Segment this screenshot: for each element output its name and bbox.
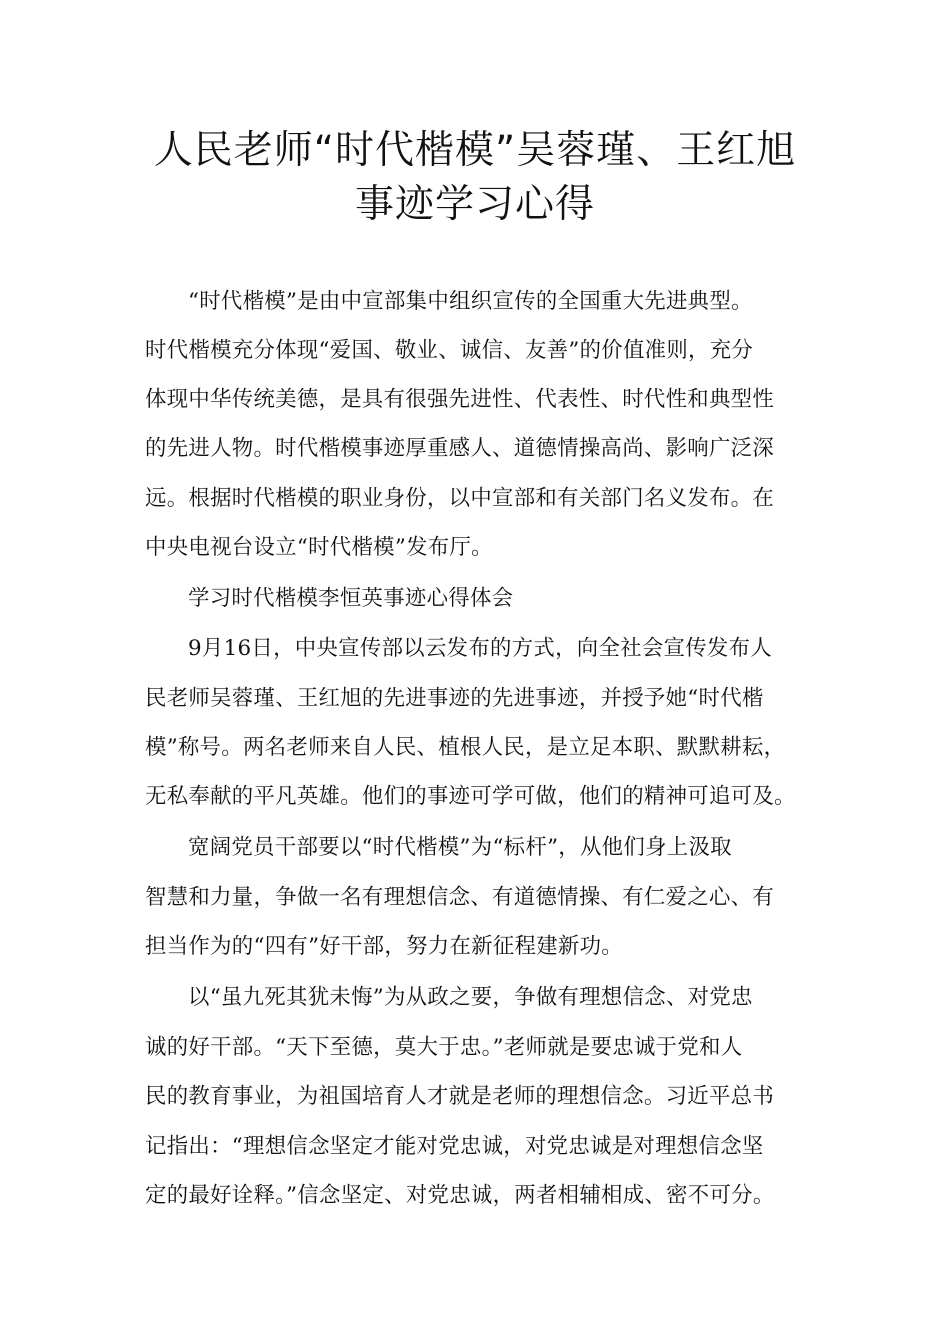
body-text-line: 中央电视台设立“时代楷模”发布厅。: [145, 535, 493, 560]
body-text-line: 9月16日，中央宣传部以云发布的方式，向全社会宣传发布人: [188, 636, 772, 661]
body-text-line: 诚的好干部。“天下至德，莫大于忠。”老师就是要忠诚于党和人: [145, 1035, 743, 1060]
body-text-line: 记指出：“理想信念坚定才能对党忠诚，对党忠诚是对理想信念坚: [145, 1134, 764, 1159]
document-title-line-2: 事迹学习心得: [354, 182, 595, 227]
body-text-line: 模”称号。两名老师来自人民、植根人民，是立足本职、默默耕耘，: [145, 735, 786, 760]
body-text-line: 定的最好诠释。”信念坚定、对党忠诚，两者相辅相成、密不可分。: [145, 1183, 775, 1208]
body-text-line: 体现中华传统美德，是具有很强先进性、代表性、时代性和典型性: [145, 387, 775, 412]
body-text-line: 宽阔党员干部要以“时代楷模”为“标杆”，从他们身上汲取: [188, 835, 732, 860]
body-text-line: 无私奉献的平凡英雄。他们的事迹可学可做，他们的精神可追可及。: [145, 784, 796, 809]
body-text-line: 担当作为的“四有”好干部，努力在新征程建新功。: [145, 934, 623, 959]
body-text-line: “时代楷模”是由中宣部集中组织宣传的全国重大先进典型。: [188, 289, 753, 314]
body-text-line: 远。根据时代楷模的职业身份，以中宣部和有关部门名义发布。在: [145, 486, 775, 511]
body-text-line: 的先进人物。时代楷模事迹厚重感人、道德情操高尚、影响广泛深: [145, 436, 775, 461]
subheading-line: 学习时代楷模李恒英事迹心得体会: [188, 586, 514, 611]
body-text-line: 时代楷模充分体现“爱国、敬业、诚信、友善”的价值准则，充分: [145, 338, 754, 363]
body-text-line: 民老师吴蓉瑾、王红旭的先进事迹的先进事迹，并授予她“时代楷: [145, 686, 764, 711]
body-text-line: 以“虽九死其犹未悔”为从政之要，争做有理想信念、对党忠: [188, 985, 753, 1010]
document-title-line-1: 人民老师“时代楷模”吴蓉瑾、王红旭: [153, 128, 797, 173]
body-text-line: 民的教育事业，为祖国培育人才就是老师的理想信念。习近平总书: [145, 1084, 775, 1109]
body-text-line: 智慧和力量，争做一名有理想信念、有道德情操、有仁爱之心、有: [145, 885, 775, 910]
